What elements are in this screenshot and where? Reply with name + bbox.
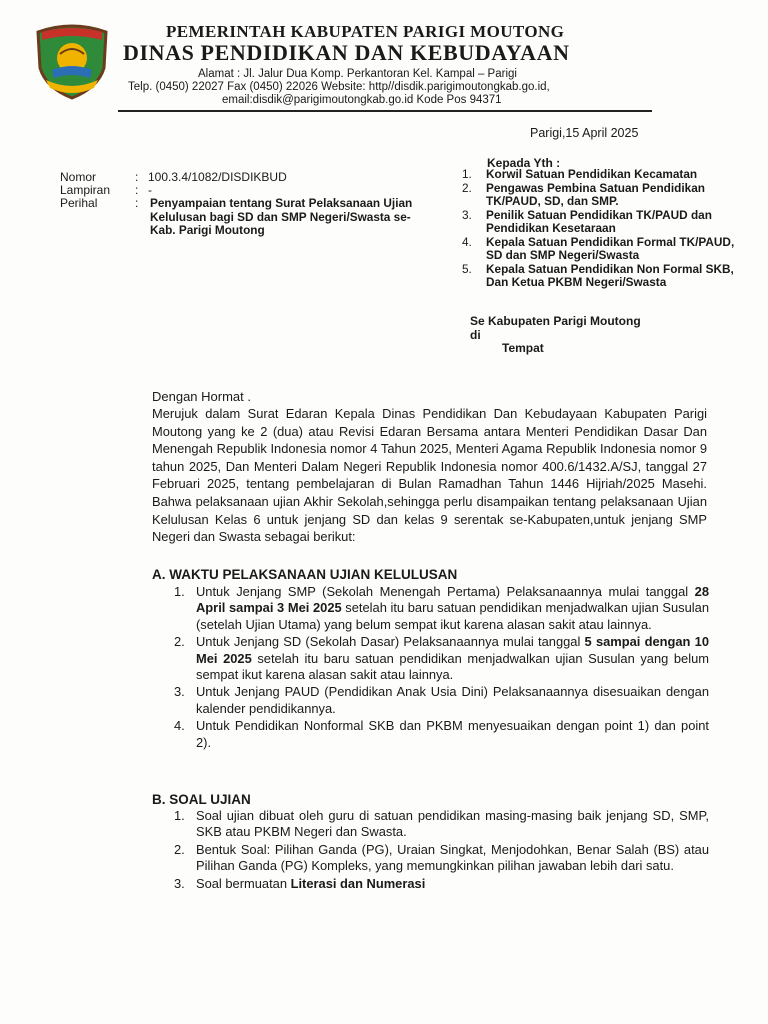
perihal-label: Perihal	[60, 196, 98, 210]
letterhead-government: PEMERINTAH KABUPATEN PARIGI MOUTONG	[166, 22, 565, 41]
item-number: 3.	[174, 684, 185, 700]
letter-date: Parigi,15 April 2025	[530, 126, 639, 140]
list-item	[174, 876, 709, 892]
list-item	[174, 808, 709, 841]
recipients-di: di	[470, 328, 481, 342]
item-text: Untuk Jenjang PAUD (Pendidikan Anak Usia Dini) Pelaksanaannya disesuaikan dengan kalender pendidikannya.	[196, 684, 709, 716]
regency-logo	[32, 18, 112, 102]
item-number: 3.	[174, 875, 185, 891]
item-number: 1.	[174, 584, 185, 599]
letterhead-email: email:disdik@parigimoutongkab.go.id Kode Pos 94371	[222, 94, 502, 106]
recipient-number: 3.	[462, 207, 472, 222]
item-text: Untuk Jenjang SMP (Sekolah Menengah Pertama) Pelaksanaannya mulai tanggal	[196, 584, 695, 599]
recipient-number: 5.	[462, 261, 472, 276]
letterhead-contact: Telp. (0450) 22027 Fax (0450) 22026 Website: http//disdik.parigimoutongkab.go.id,	[128, 81, 550, 93]
recipients-list	[462, 168, 752, 290]
list-item	[174, 584, 709, 633]
item-number: 2.	[174, 634, 185, 650]
section-b-list	[174, 808, 709, 893]
item-text-cont: setelah itu baru satuan pendidikan menjadwalkan ujian Susulan (setelah Ujian Utama) yang belum sempat ikut karena alasan sakit atau lainnya.	[196, 600, 709, 632]
salutation: Dengan Hormat .	[152, 389, 251, 404]
section-a-list	[174, 584, 709, 752]
recipient-number: 4.	[462, 234, 472, 249]
letterhead-divider	[118, 110, 652, 112]
recipient-text: Kepala Satuan Pendidikan Formal TK/PAUD, SD dan SMP Negeri/Swasta	[486, 234, 735, 262]
recipients-heading: Kepada Yth :	[487, 156, 561, 170]
item-number: 4.	[174, 718, 185, 734]
lampiran-label: Lampiran	[60, 183, 111, 197]
list-item	[174, 684, 709, 717]
recipient-text: Korwil Satuan Pendidikan Kecamatan	[486, 167, 698, 181]
intro-paragraph: Merujuk dalam Surat Edaran Kepala Dinas Pendidikan Dan Kebudayaan Kabupaten Parigi Moutong yang ke 2 (dua) atau Revisi Edaran Bersama antara Menteri Pendidikan Dasar Dan Menengah Republik Indonesia nomor 4 Tahun 2025, Menteri Agama Republik Indonesia nomor 9 tahun 2025, Dan Menteri Dalam Negeri Republik Indonesia nomor 400.6/1432.A/SJ, tanggal 27 Februari 2025, tentang pembelajaran di Bulan Ramadhan Tahun 1446 Hijriah/2025 Masehi. Bahwa pelaksanaan ujian Akhir Sekolah,sehingga perlu disampaikan tentang pelaksanaan Ujian Kelulusan Kelas 6 untuk jenjang SD dan kelas 9 serentak se-Kabupaten,untuk jenjang SMP Negeri dan Swasta sebagai berikut:	[152, 406, 707, 545]
nomor-label: Nomor	[60, 170, 97, 184]
recipients-tempat: Tempat	[502, 341, 544, 355]
list-item	[174, 842, 709, 875]
recipient-text: Kepala Satuan Pendidikan Non Formal SKB, Dan Ketua PKBM Negeri/Swasta	[486, 261, 734, 289]
recipient-item	[462, 236, 752, 263]
item-text: Untuk Jenjang SD (Sekolah Dasar) Pelaksanaannya mulai tanggal	[196, 634, 585, 650]
perihal-colon: :	[135, 196, 139, 210]
recipient-item	[462, 182, 752, 209]
item-bold-date: 5 sampai dengan 10 Mei 2025	[196, 634, 710, 666]
nomor-colon: :	[135, 170, 139, 184]
recipient-text: Penilik Satuan Pendidikan TK/PAUD dan Pendidikan Kesetaraan	[486, 207, 712, 235]
lampiran-value: -	[148, 183, 152, 197]
letterhead-department: DINAS PENDIDIKAN DAN KEBUDAYAAN	[123, 40, 570, 65]
item-text: Soal bermuatan	[196, 875, 291, 891]
item-text: Untuk Pendidikan Nonformal SKB dan PKBM menyesuaikan dengan point 1) dan point 2).	[196, 718, 709, 750]
perihal-value: Penyampaian tentang Surat Pelaksanaan Ujian Kelulusan bagi SD dan SMP Negeri/Swasta se-Kab. Parigi Moutong	[150, 196, 413, 237]
section-a-heading: A. WAKTU PELAKSANAAN UJIAN KELULUSAN	[152, 567, 458, 582]
item-bold-date: 28 April sampai 3 Mei 2025	[196, 584, 709, 616]
item-text-cont: setelah itu baru satuan pendidikan menjadwalkan ujian Susulan yang belum sempat ikut karena alasan sakit atau lainnya.	[196, 650, 709, 683]
section-b-heading: B. SOAL UJIAN	[152, 792, 251, 807]
letterhead-address: Alamat : Jl. Jalur Dua Komp. Perkantoran Kel. Kampal – Parigi	[198, 68, 517, 80]
recipient-number: 1.	[462, 167, 472, 181]
item-text: Bentuk Soal: Pilihan Ganda (PG), Uraian Singkat, Menjodohkan, Benar Salah (BS) atau Pilihan Ganda (PG) Kompleks, yang memungkinkan pilihan jawaban lebih dari satu.	[196, 841, 709, 874]
recipient-text: Pengawas Pembina Satuan Pendidikan TK/PAUD, SD, dan SMP.	[486, 180, 705, 208]
recipients-region: Se Kabupaten Parigi Moutong	[470, 314, 641, 328]
recipient-item	[462, 263, 752, 290]
item-number: 1.	[174, 808, 185, 823]
lampiran-colon: :	[135, 183, 139, 197]
nomor-value: 100.3.4/1082/DISDIKBUD	[148, 170, 287, 184]
item-number: 2.	[174, 841, 185, 857]
item-bold: Literasi dan Numerasi	[290, 875, 426, 891]
item-text: Soal ujian dibuat oleh guru di satuan pendidikan masing-masing baik jenjang SD, SMP, SKB atau PKBM Negeri dan Swasta.	[196, 808, 709, 840]
recipient-item	[462, 209, 752, 236]
list-item	[174, 718, 709, 751]
list-item	[174, 634, 709, 683]
recipient-number: 2.	[462, 180, 472, 195]
recipient-item	[462, 168, 752, 182]
